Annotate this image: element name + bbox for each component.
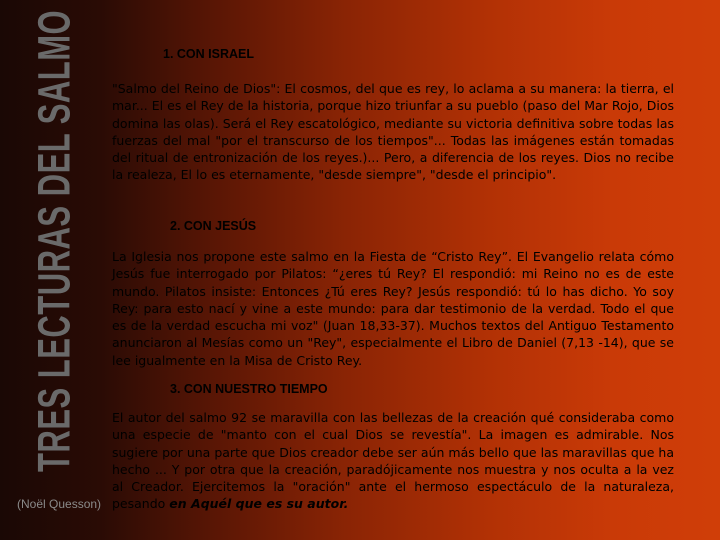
section-text-tiempo-body: El autor del salmo 92 se maravilla con las bellezas de la creación qué consideraba como una especie de "manto con el cual Dios se revestía". La imagen es admirable. Nos sugiere por una parte que Dios creador debe ser aún más bello que las maravillas que ha hecho ... Y por otra que la creación, paradójicamente nos muestra y nos oculta a la vez al Creador. Ejercitemos la "oración" ante el hermoso espectáculo de la naturaleza, pesando: [112, 410, 674, 512]
section-text-israel: "Salmo del Reino de Dios": El cosmos, del que es rey, lo aclama a su manera: la tierra, el mar... El es el Rey de la historia, porque hizo triunfar a su pueblo (paso del Mar Rojo, Dios domina las olas). Será el Rey escatológico, mediante su victoria definitiva sobre todas las fuerzas del mal "por el transcurso de los tiempos"... Todas las imágenes están tomadas del ritual de entronización de los reyes.)... Pero, a diferencia de los reyes. Dios no recibe la realeza, El lo es eternamente, "desde siempre", "desde el principio".: [112, 81, 674, 183]
vertical-title: TRES LECTURAS DEL SALMO: [29, 9, 80, 472]
section-heading-jesus: 2. CON JESÚS: [170, 219, 257, 233]
author-credit: (Noël Quesson): [17, 497, 102, 511]
section-text-jesus: La Iglesia nos propone este salmo en la Fiesta de “Cristo Rey”. El Evangelio relata cómo Jesús fue interrogado por Pilatos: “¿eres tú Rey? El respondió: mi Reino no es de este mundo. Pilatos insiste: Entonces ¿Tú eres Rey? Jesús respondió: tú lo has dicho. Yo soy Rey: para esto nací y vine a este mundo: para dar testimonio de la verdad. Todo el que es de la verdad escucha mi voz" (Juan 18,33-37). Muchos textos del Antiguo Testamento anunciaron al Mesías como un "Rey", especialmente el Libro de Daniel (7,13 -14), que se lee igualmente en la Misa de Cristo Rey.: [112, 249, 674, 368]
section-text-tiempo-emphasis: en Aquél que es su autor.: [169, 496, 349, 512]
section-heading-israel: 1. CON ISRAEL: [163, 47, 254, 61]
section-text-tiempo: [112, 409, 674, 513]
section-heading-tiempo: 3. CON NUESTRO TIEMPO: [170, 382, 328, 396]
